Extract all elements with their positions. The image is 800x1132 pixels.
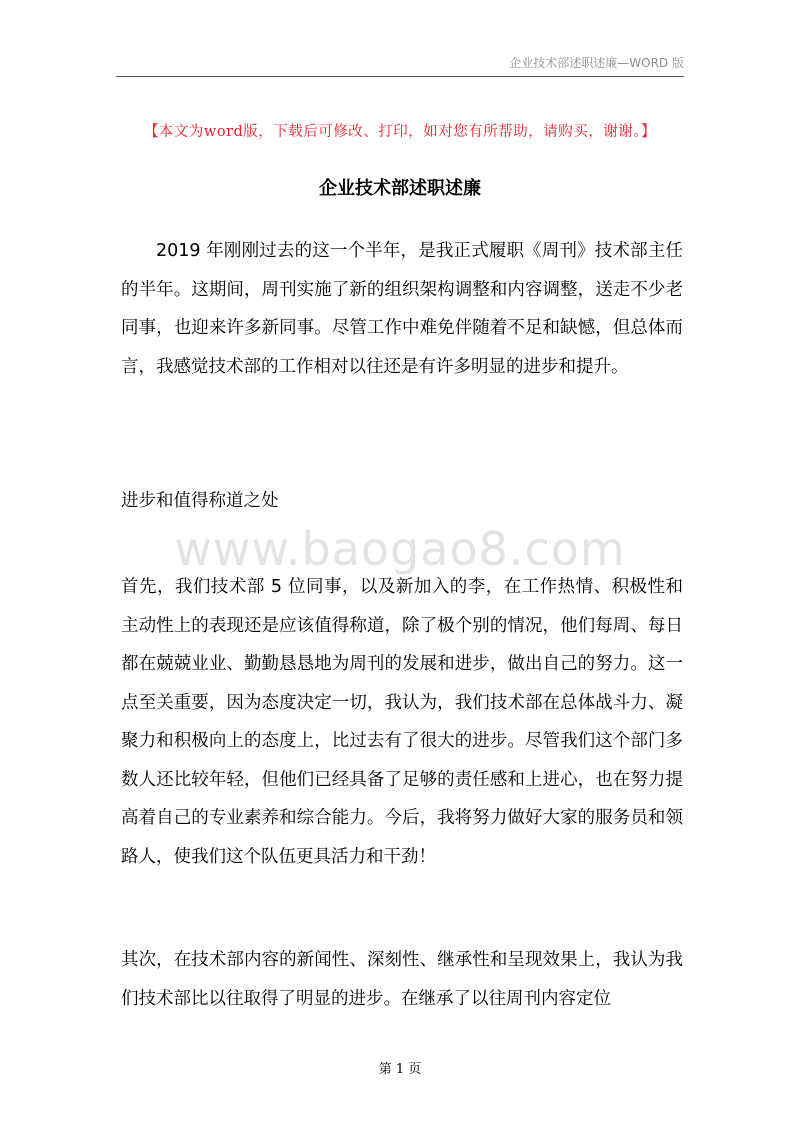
paragraph-second-point: 其次，在技术部内容的新闻性、深刻性、继承性和呈现效果上，我认为我们技术部比以往取得了明显的进步。在继承了以往周刊内容定位 xyxy=(121,950,683,1009)
download-notice: 【本文为word版，下载后可修改、打印，如对您有所帮助，请购买，谢谢。】 xyxy=(143,124,657,140)
page-number: 第 1 页 xyxy=(378,1062,422,1077)
section-subheading: 进步和值得称道之处 xyxy=(121,491,279,511)
paragraph-intro: 2019 年刚刚过去的这一个半年，是我正式履职《周刊》技术部主任的半年。这期间，周刊实施了新的组织架构调整和内容调整，送走不少老同事，也迎来许多新同事。尽管工作中难免伴随着不足和缺憾，但总体而言，我感觉技术部的工作相对以往还是有许多明显的进步和提升。 xyxy=(121,241,683,377)
paragraph-first-point: 首先，我们技术部 5 位同事，以及新加入的李，在工作热情、积极性和主动性上的表现还是应该值得称道，除了极个别的情况，他们每周、每日都在兢兢业业、勤勤恳恳地为周刊的发展和进步，做出自己的努力。这一点至关重要，因为态度决定一切，我认为，我们技术部在总体战斗力、凝聚力和积极向上的态度上，比过去有了很大的进步。尽管我们这个部门多数人还比较年轻，但他们已经具备了足够的责任感和上进心，也在努力提高着自己的专业素养和综合能力。今后，我将努力做好大家的服务员和领路人，使我们这个队伍更具活力和干劲！ xyxy=(121,577,683,867)
document-title: 企业技术部述职述廉 xyxy=(319,178,481,199)
watermark-text: www.baogao8.com xyxy=(174,522,626,576)
header-divider xyxy=(116,76,684,77)
running-header: 企业技术部述职述廉—WORD 版 xyxy=(509,56,684,70)
